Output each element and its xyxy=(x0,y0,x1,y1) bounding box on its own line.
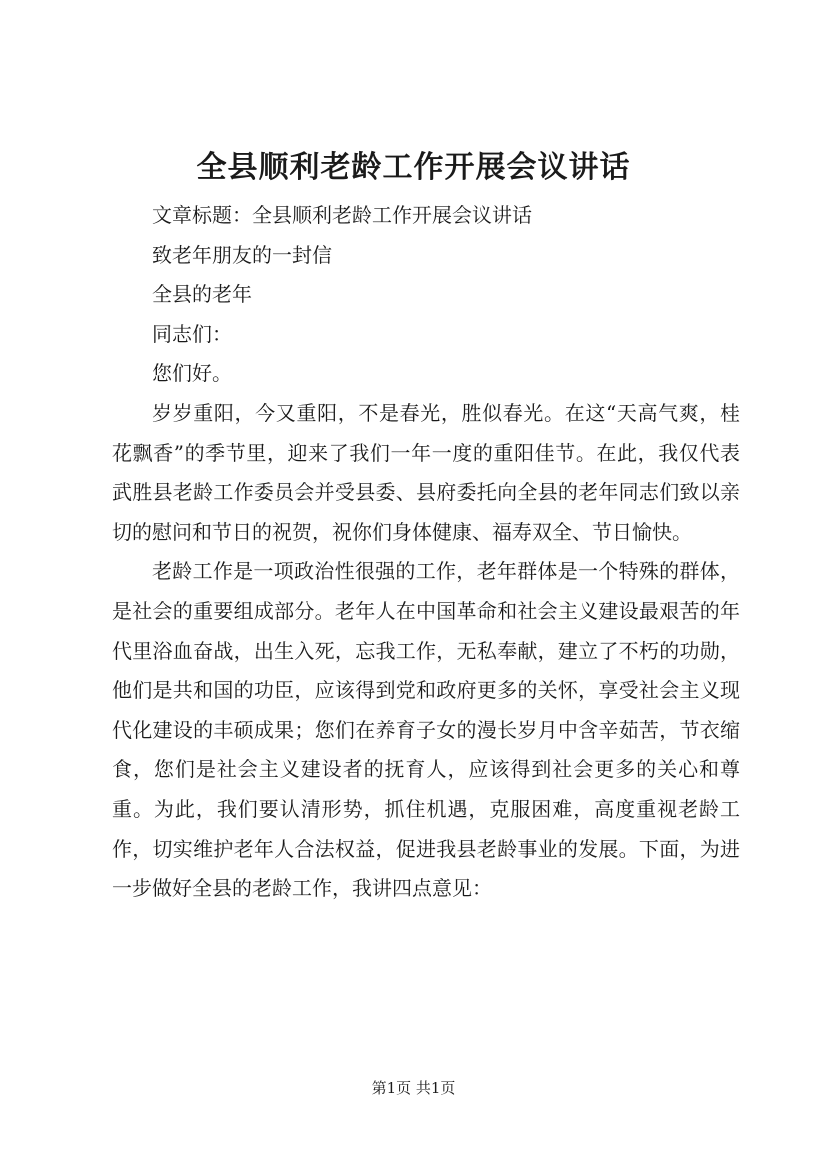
paragraph-festival-greetings: 岁岁重阳，今又重阳，不是春光，胜似春光。在这“天高气爽，桂花飘香”的季节里，迎来了我们一年一度的重阳佳节。在此，我仅代表武胜县老龄工作委员会并受县委、县府委托向全县的老年同志们致以亲切的慰问和节日的祝贺，祝你们身体健康、福寿双全、节日愉快。 xyxy=(112,400,740,544)
document-body xyxy=(112,196,740,909)
paragraph-greeting: 您们好。 xyxy=(152,361,232,386)
document-title: 全县顺利老龄工作开展会议讲话 xyxy=(196,150,631,185)
paragraph-letter-heading: 致老年朋友的一封信 xyxy=(152,242,332,267)
page-number-footer: 第1页 共1页 xyxy=(371,1079,456,1097)
paragraph-aging-work: 老龄工作是一项政治性很强的工作，老年群体是一个特殊的群体，是社会的重要组成部分。老年人在中国革命和社会主义建设最艰苦的年代里浴血奋战，出生入死，忘我工作，无私奉献，建立了不朽的功勋，他们是共和国的功臣，应该得到党和政府更多的关怀，享受社会主义现代化建设的丰硕成果；您们在养育子女的漫长岁月中含辛茹苦，节衣缩食，您们是社会主义建设者的抚育人，应该得到社会更多的关心和尊重。为此，我们要认清形势，抓住机遇，克服困难，高度重视老龄工作，切实维护老年人合法权益，促进我县老龄事业的发展。下面，为进一步做好全县的老龄工作，我讲四点意见： xyxy=(112,559,740,901)
paragraph-salutation: 同志们： xyxy=(152,321,232,346)
paragraph-addressee: 全县的老年 xyxy=(152,282,252,307)
paragraph-article-title: 文章标题：全县顺利老龄工作开展会议讲话 xyxy=(152,203,532,227)
